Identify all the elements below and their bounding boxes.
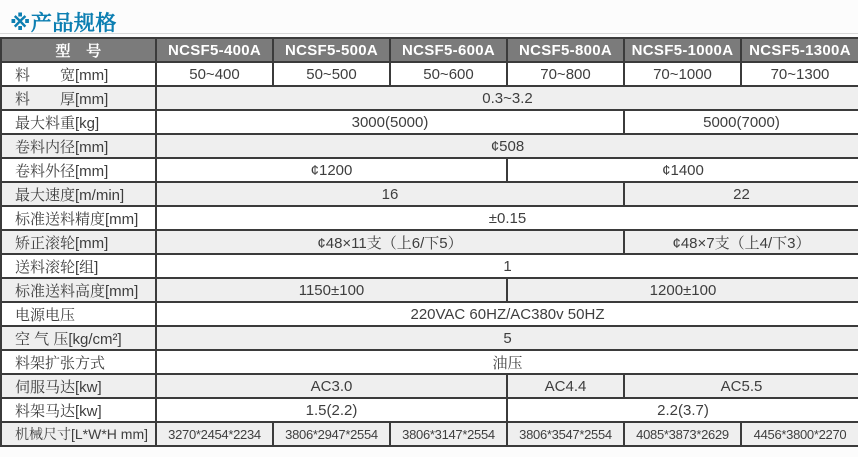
spec-table-body bbox=[1, 62, 858, 446]
spec-value-cell: AC3.0 bbox=[156, 374, 507, 398]
row-label: 送料滚轮[组] bbox=[1, 254, 156, 278]
spec-value-cell: 1 bbox=[156, 254, 858, 278]
spec-row bbox=[1, 254, 858, 278]
spec-value-cell: 70~1300 bbox=[741, 62, 858, 86]
spec-value-cell: 4456*3800*2270 bbox=[741, 422, 858, 446]
spec-value-cell: ¢1400 bbox=[507, 158, 858, 182]
spec-row bbox=[1, 302, 858, 326]
page-title: ※产品规格 bbox=[10, 12, 117, 35]
spec-row bbox=[1, 422, 858, 446]
model-column-header: NCSF5-600A bbox=[390, 38, 507, 62]
spec-value-cell: 70~800 bbox=[507, 62, 624, 86]
row-label: 伺服马达[kw] bbox=[1, 374, 156, 398]
model-column-header: NCSF5-800A bbox=[507, 38, 624, 62]
spec-value-cell: 1150±100 bbox=[156, 278, 507, 302]
row-label: 卷料内径[mm] bbox=[1, 134, 156, 158]
spec-value-cell: ¢1200 bbox=[156, 158, 507, 182]
spec-row bbox=[1, 158, 858, 182]
spec-value-cell: ¢508 bbox=[156, 134, 858, 158]
spec-value-cell: 1200±100 bbox=[507, 278, 858, 302]
title-divider bbox=[0, 33, 858, 34]
spec-value-cell: 油压 bbox=[156, 350, 858, 374]
spec-value-cell: 3806*3547*2554 bbox=[507, 422, 624, 446]
model-column-header: NCSF5-500A bbox=[273, 38, 390, 62]
spec-value-cell: 3270*2454*2234 bbox=[156, 422, 273, 446]
row-label: 卷料外径[mm] bbox=[1, 158, 156, 182]
spec-value-cell: 2.2(3.7) bbox=[507, 398, 858, 422]
spec-value-cell: 50~400 bbox=[156, 62, 273, 86]
model-column-header: NCSF5-1000A bbox=[624, 38, 741, 62]
product-spec-table bbox=[0, 37, 858, 447]
row-label: 料 宽[mm] bbox=[1, 62, 156, 86]
models-header-label: 型 号 bbox=[1, 38, 156, 62]
spec-value-cell: ¢48×11支（上6/下5） bbox=[156, 230, 624, 254]
spec-value-cell: 50~500 bbox=[273, 62, 390, 86]
spec-value-cell: 5000(7000) bbox=[624, 110, 858, 134]
spec-row bbox=[1, 110, 858, 134]
row-label: 空 气 压[kg/cm²] bbox=[1, 326, 156, 350]
row-label: 电源电压 bbox=[1, 302, 156, 326]
spec-value-cell: 220VAC 60HZ/AC380v 50HZ bbox=[156, 302, 858, 326]
spec-value-cell: 3000(5000) bbox=[156, 110, 624, 134]
spec-row bbox=[1, 374, 858, 398]
spec-row bbox=[1, 278, 858, 302]
row-label: 标准送料高度[mm] bbox=[1, 278, 156, 302]
spec-value-cell: AC5.5 bbox=[624, 374, 858, 398]
row-label: 料 厚[mm] bbox=[1, 86, 156, 110]
spec-row bbox=[1, 350, 858, 374]
row-label: 最大速度[m/min] bbox=[1, 182, 156, 206]
spec-row bbox=[1, 398, 858, 422]
row-label: 标准送料精度[mm] bbox=[1, 206, 156, 230]
model-column-header: NCSF5-1300A bbox=[741, 38, 858, 62]
spec-value-cell: 5 bbox=[156, 326, 858, 350]
spec-value-cell: AC4.4 bbox=[507, 374, 624, 398]
spec-row bbox=[1, 182, 858, 206]
model-column-header: NCSF5-400A bbox=[156, 38, 273, 62]
spec-value-cell: 16 bbox=[156, 182, 624, 206]
spec-value-cell: 50~600 bbox=[390, 62, 507, 86]
spec-value-cell: ±0.15 bbox=[156, 206, 858, 230]
spec-value-cell: 1.5(2.2) bbox=[156, 398, 507, 422]
row-label: 料架扩张方式 bbox=[1, 350, 156, 374]
row-label: 机械尺寸[L*W*H mm] bbox=[1, 422, 156, 446]
spec-row bbox=[1, 230, 858, 254]
spec-value-cell: 3806*3147*2554 bbox=[390, 422, 507, 446]
spec-value-cell: 22 bbox=[624, 182, 858, 206]
spec-row bbox=[1, 206, 858, 230]
spec-value-cell: ¢48×7支（上4/下3） bbox=[624, 230, 858, 254]
spec-row bbox=[1, 86, 858, 110]
model-header-row bbox=[1, 38, 858, 62]
spec-value-cell: 0.3~3.2 bbox=[156, 86, 858, 110]
spec-value-cell: 70~1000 bbox=[624, 62, 741, 86]
spec-table-header bbox=[1, 38, 858, 62]
spec-row bbox=[1, 326, 858, 350]
row-label: 料架马达[kw] bbox=[1, 398, 156, 422]
spec-value-cell: 3806*2947*2554 bbox=[273, 422, 390, 446]
spec-row bbox=[1, 62, 858, 86]
spec-value-cell: 4085*3873*2629 bbox=[624, 422, 741, 446]
row-label: 最大料重[kg] bbox=[1, 110, 156, 134]
spec-row bbox=[1, 134, 858, 158]
row-label: 矫正滚轮[mm] bbox=[1, 230, 156, 254]
